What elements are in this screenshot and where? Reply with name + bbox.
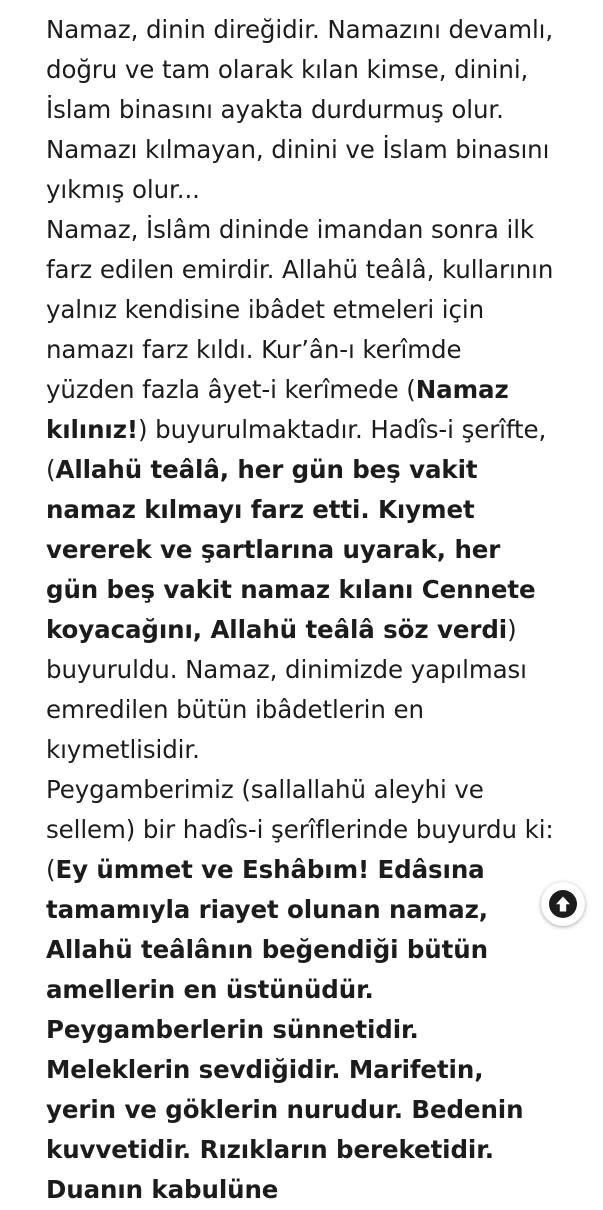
body-text: Peygamberimiz (sallallahü aleyhi ve sellem) bir hadîs-i şerîflerinde buyurdu ki: (: [46, 775, 554, 884]
emphasis-text: Ey ümmet ve Eshâbım! Edâsına tamamıyla riayet olunan namaz, Allahü teâlânın beğendiği bütün amellerin en üstünüdür. Peygamberlerin sünnetidir. Meleklerin sevdiğidir. Marifetin, yerin ve göklerin nurudur. Bedenin kuvvetidir. Rızıkların bereketidir. Duanın kabulüne: [46, 855, 524, 1204]
body-text: Namaz, İslâm dininde imandan sonra ilk farz edilen emirdir. Allahü teâlâ, kullarının yalnız kendisine ibâdet etmeleri için namazı farz kıldı. Kur’ân-ı kerîmde yüzden fazla âyet-i kerîmede (: [46, 215, 554, 404]
paragraph: [46, 10, 557, 210]
body-text: ) buyuruldu. Namaz, dinimizde yapılması emredilen bütün ibâdetlerin en kıymetlisidir.: [46, 615, 527, 764]
body-text: Namaz, dinin direğidir. Namazını devamlı, doğru ve tam olarak kılan kimse, dinini, İslam binasını ayakta durdurmuş olur. Namazı kılmayan, dinini ve İslam binasını yıkmış olur...: [46, 15, 554, 204]
article-body: [46, 10, 557, 1210]
arrow-up-circle-icon: [548, 889, 578, 919]
paragraph: [46, 770, 557, 1210]
scroll-to-top-button[interactable]: [541, 882, 585, 926]
paragraph: [46, 210, 557, 770]
emphasis-text: Allahü teâlâ, her gün beş vakit namaz kılmayı farz etti. Kıymet vererek ve şartlarına uyarak, her gün beş vakit namaz kılanı Cennete koyacağını, Allahü teâlâ söz verdi: [46, 455, 536, 644]
emphasis-text: Namaz kılınız!: [46, 375, 509, 444]
body-text: ) buyurulmaktadır. Hadîs-i şerîfte, (: [46, 415, 547, 484]
